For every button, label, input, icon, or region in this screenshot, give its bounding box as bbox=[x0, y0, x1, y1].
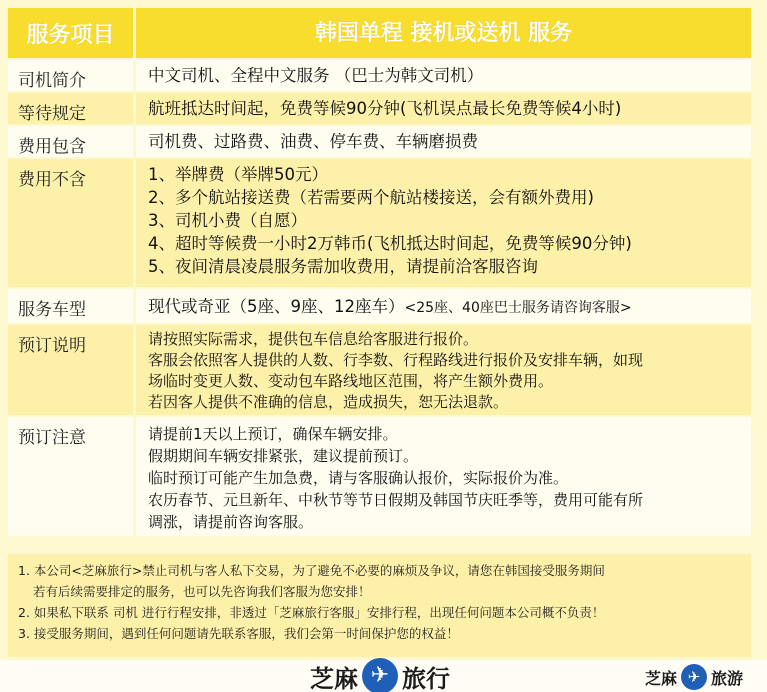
row-key: 司机简介 bbox=[8, 60, 136, 91]
row-line: 5、夜间清晨凌晨服务需加收费用，请提前洽客服咨询 bbox=[148, 257, 538, 276]
row-line: 农历春节、元旦新年、中秋节等节日假期及韩国节庆旺季等，费用可能有所 bbox=[148, 491, 644, 509]
logo-text-left: 芝麻 bbox=[310, 664, 358, 692]
row-value bbox=[136, 325, 751, 415]
row-key: 预订说明 bbox=[8, 325, 136, 415]
row-value bbox=[136, 289, 751, 323]
watermark-text-right: 旅游 bbox=[711, 668, 744, 688]
logo-text-right: 旅行 bbox=[402, 664, 450, 692]
row-line: 调涨，请提前咨询客服。 bbox=[148, 513, 314, 531]
table-row bbox=[8, 289, 751, 325]
row-line: 3、司机小费（自愿） bbox=[148, 211, 307, 230]
table-header bbox=[8, 8, 751, 60]
table-row bbox=[8, 93, 751, 126]
row-line: 中文司机、全程中文服务 （巴士为韩文司机） bbox=[148, 66, 484, 85]
row-line: 现代或奇亚（5座、9座、12座车） bbox=[148, 297, 405, 316]
table-row bbox=[8, 60, 751, 93]
footnote: 2. 如果私下联系 司机 进行行程安排，非透过「芝麻旅行客服」安排行程，出现任何问题本公司概不负责！ bbox=[18, 605, 605, 620]
watermark-text-left: 芝麻 bbox=[645, 668, 678, 688]
row-value bbox=[136, 126, 751, 157]
row-line: 航班抵达时间起，免费等候90分钟(飞机误点最长免费等候4小时) bbox=[148, 99, 622, 118]
table-row bbox=[8, 126, 751, 159]
row-line: 2、多个航站接送费（若需要两个航站楼接送，会有额外费用) bbox=[148, 188, 594, 207]
airplane-icon: ✈ bbox=[681, 664, 707, 690]
footnote: 1. 本公司<芝麻旅行>禁止司机与客人私下交易，为了避免不必要的麻烦及争议，请您在韩国接受服务期间 bbox=[18, 563, 605, 578]
footnote: 若有后续需要排定的服务，也可以先咨询我们客服为您安排！ bbox=[33, 584, 371, 599]
row-line: 客服会依照客人提供的人数、行李数、行程路线进行报价及安排车辆，如现 bbox=[148, 351, 644, 369]
table-row bbox=[8, 325, 751, 417]
table-row bbox=[8, 159, 751, 289]
service-table bbox=[8, 8, 751, 538]
row-key: 费用不含 bbox=[8, 159, 136, 287]
airplane-icon: ✈ bbox=[362, 658, 398, 692]
table-row bbox=[8, 417, 751, 538]
row-line: 请按照实际需求，提供包车信息给客服进行报价。 bbox=[148, 330, 479, 348]
row-line: 4、超时等候费一小时2万韩币(飞机抵达时间起，免费等候90分钟) bbox=[148, 234, 632, 253]
row-line: 1、举牌费（举牌50元） bbox=[148, 165, 328, 184]
header-key: 服务项目 bbox=[8, 8, 136, 58]
row-line: 若因客人提供不准确的信息，造成损失，恕无法退款。 bbox=[148, 393, 509, 411]
header-title: 韩国单程 接机或送机 服务 bbox=[136, 8, 751, 58]
row-line: 假期期间车辆安排紧张，建议提前预订。 bbox=[148, 447, 419, 465]
row-value bbox=[136, 417, 751, 536]
brand-logo bbox=[310, 658, 450, 692]
row-line: 司机费、过路费、油费、停车费、车辆磨损费 bbox=[148, 132, 478, 151]
brand-watermark bbox=[645, 664, 743, 690]
row-key: 等待规定 bbox=[8, 93, 136, 124]
row-line: 请提前1天以上预订，确保车辆安排。 bbox=[148, 425, 398, 443]
footnote: 3. 接受服务期间，遇到任何问题请先联系客服，我们会第一时间保护您的权益！ bbox=[18, 626, 459, 641]
row-key: 服务车型 bbox=[8, 289, 136, 323]
row-value bbox=[136, 93, 751, 124]
row-value bbox=[136, 159, 751, 287]
row-key: 预订注意 bbox=[8, 417, 136, 536]
row-value bbox=[136, 60, 751, 91]
footnotes bbox=[8, 554, 751, 657]
row-line-note: <25座、40座巴士服务请咨询客服> bbox=[404, 300, 632, 316]
row-line: 场临时变更人数、变动包车路线地区范围，将产生额外费用。 bbox=[148, 372, 554, 390]
row-line: 临时预订可能产生加急费，请与客服确认报价，实际报价为准。 bbox=[148, 469, 569, 487]
row-key: 费用包含 bbox=[8, 126, 136, 157]
